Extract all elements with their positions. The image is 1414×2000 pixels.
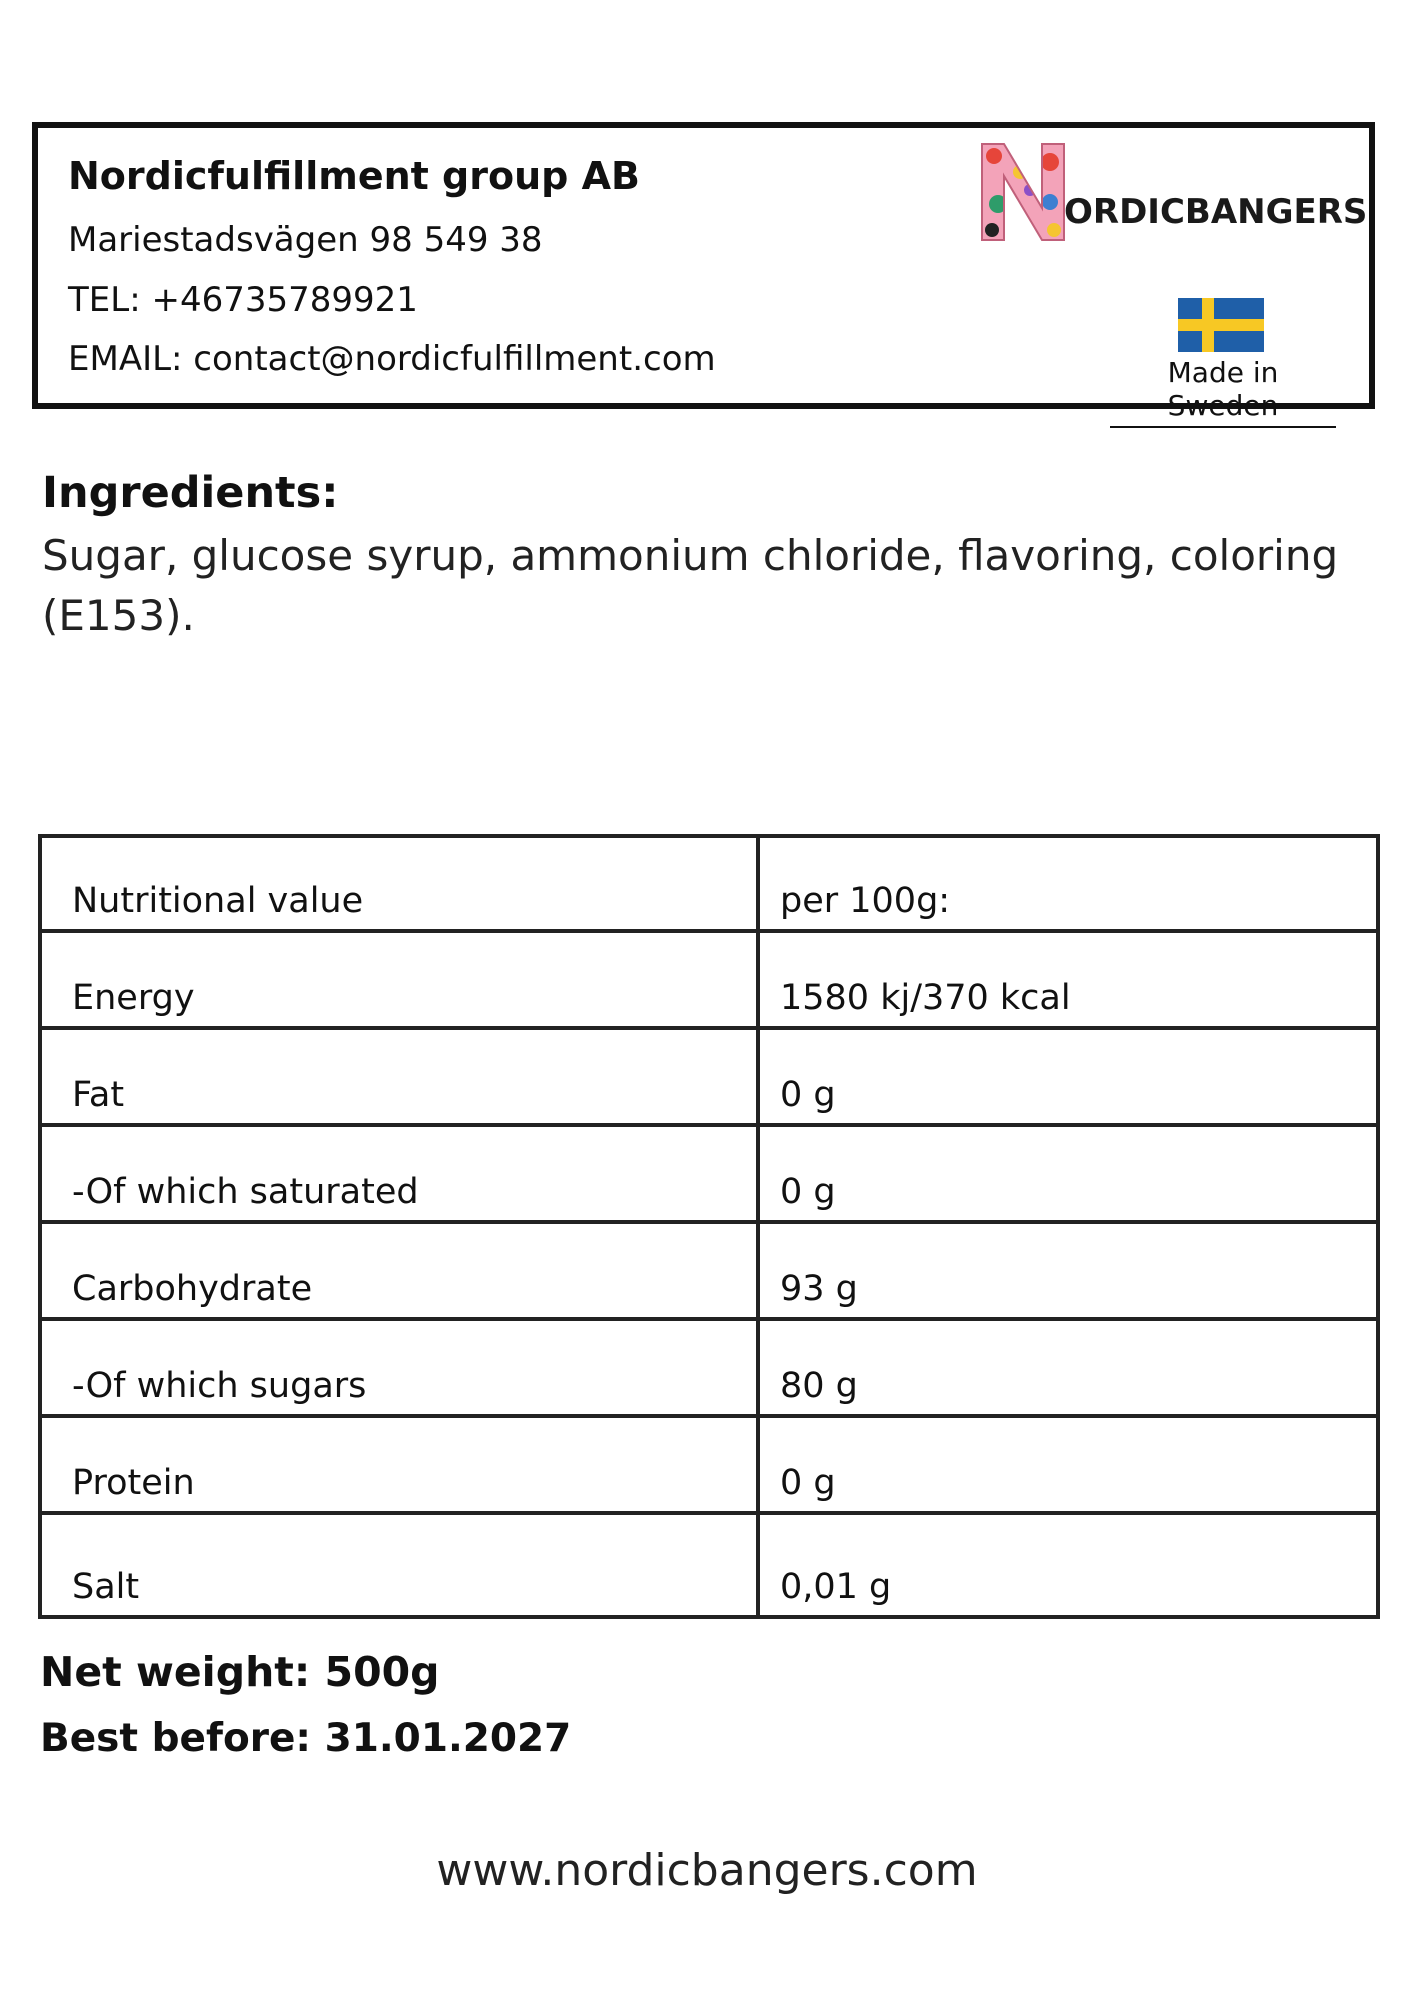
table-row	[40, 1222, 1378, 1319]
nutrient-label: -Of which sugars	[40, 1319, 758, 1416]
best-before: Best before: 31.01.2027	[40, 1716, 572, 1761]
nutrient-value: 0 g	[758, 1125, 1378, 1222]
nutrition-table	[38, 834, 1380, 1619]
swedish-flag-icon	[1178, 298, 1264, 352]
table-row	[40, 1125, 1378, 1222]
company-phone: TEL: +46735789921	[68, 280, 418, 320]
nutrient-label: Salt	[40, 1513, 758, 1617]
nutrient-value: 1580 kj/370 kcal	[758, 931, 1378, 1028]
brand-logo	[980, 142, 1368, 246]
nutrient-label: -Of which saturated	[40, 1125, 758, 1222]
table-row	[40, 1513, 1378, 1617]
nutrient-label: Energy	[40, 931, 758, 1028]
nutrient-value: 0,01 g	[758, 1513, 1378, 1617]
ingredients-text: Sugar, glucose syrup, ammonium chloride, flavoring, coloring (E153).	[42, 531, 1339, 640]
company-email: EMAIL: contact@nordicfulfillment.com	[68, 339, 716, 379]
nutrition-header-value: per 100g:	[758, 836, 1378, 931]
nutrition-header-label: Nutritional value	[40, 836, 758, 931]
nutrient-value: 93 g	[758, 1222, 1378, 1319]
table-row	[40, 1028, 1378, 1125]
company-address: Mariestadsvägen 98 549 38	[68, 220, 543, 260]
table-row	[40, 836, 1378, 931]
nutrient-value: 0 g	[758, 1416, 1378, 1513]
nutrient-label: Fat	[40, 1028, 758, 1125]
made-in-label: Made in Sweden	[1110, 356, 1336, 428]
company-name: Nordicfulfillment group AB	[68, 154, 640, 198]
ingredients-title: Ingredients:	[42, 468, 339, 518]
nutrient-value: 0 g	[758, 1028, 1378, 1125]
table-row	[40, 1319, 1378, 1416]
company-info-box	[32, 122, 1375, 422]
nutrient-value: 80 g	[758, 1319, 1378, 1416]
table-row	[40, 931, 1378, 1028]
website-url: www.nordicbangers.com	[436, 1845, 978, 1896]
nutrient-label: Carbohydrate	[40, 1222, 758, 1319]
table-row	[40, 1416, 1378, 1513]
net-weight: Net weight: 500g	[40, 1648, 440, 1696]
logo-n-icon	[980, 142, 1066, 242]
nutrient-label: Protein	[40, 1416, 758, 1513]
logo-text: ORDICBANGERS	[1064, 192, 1368, 232]
